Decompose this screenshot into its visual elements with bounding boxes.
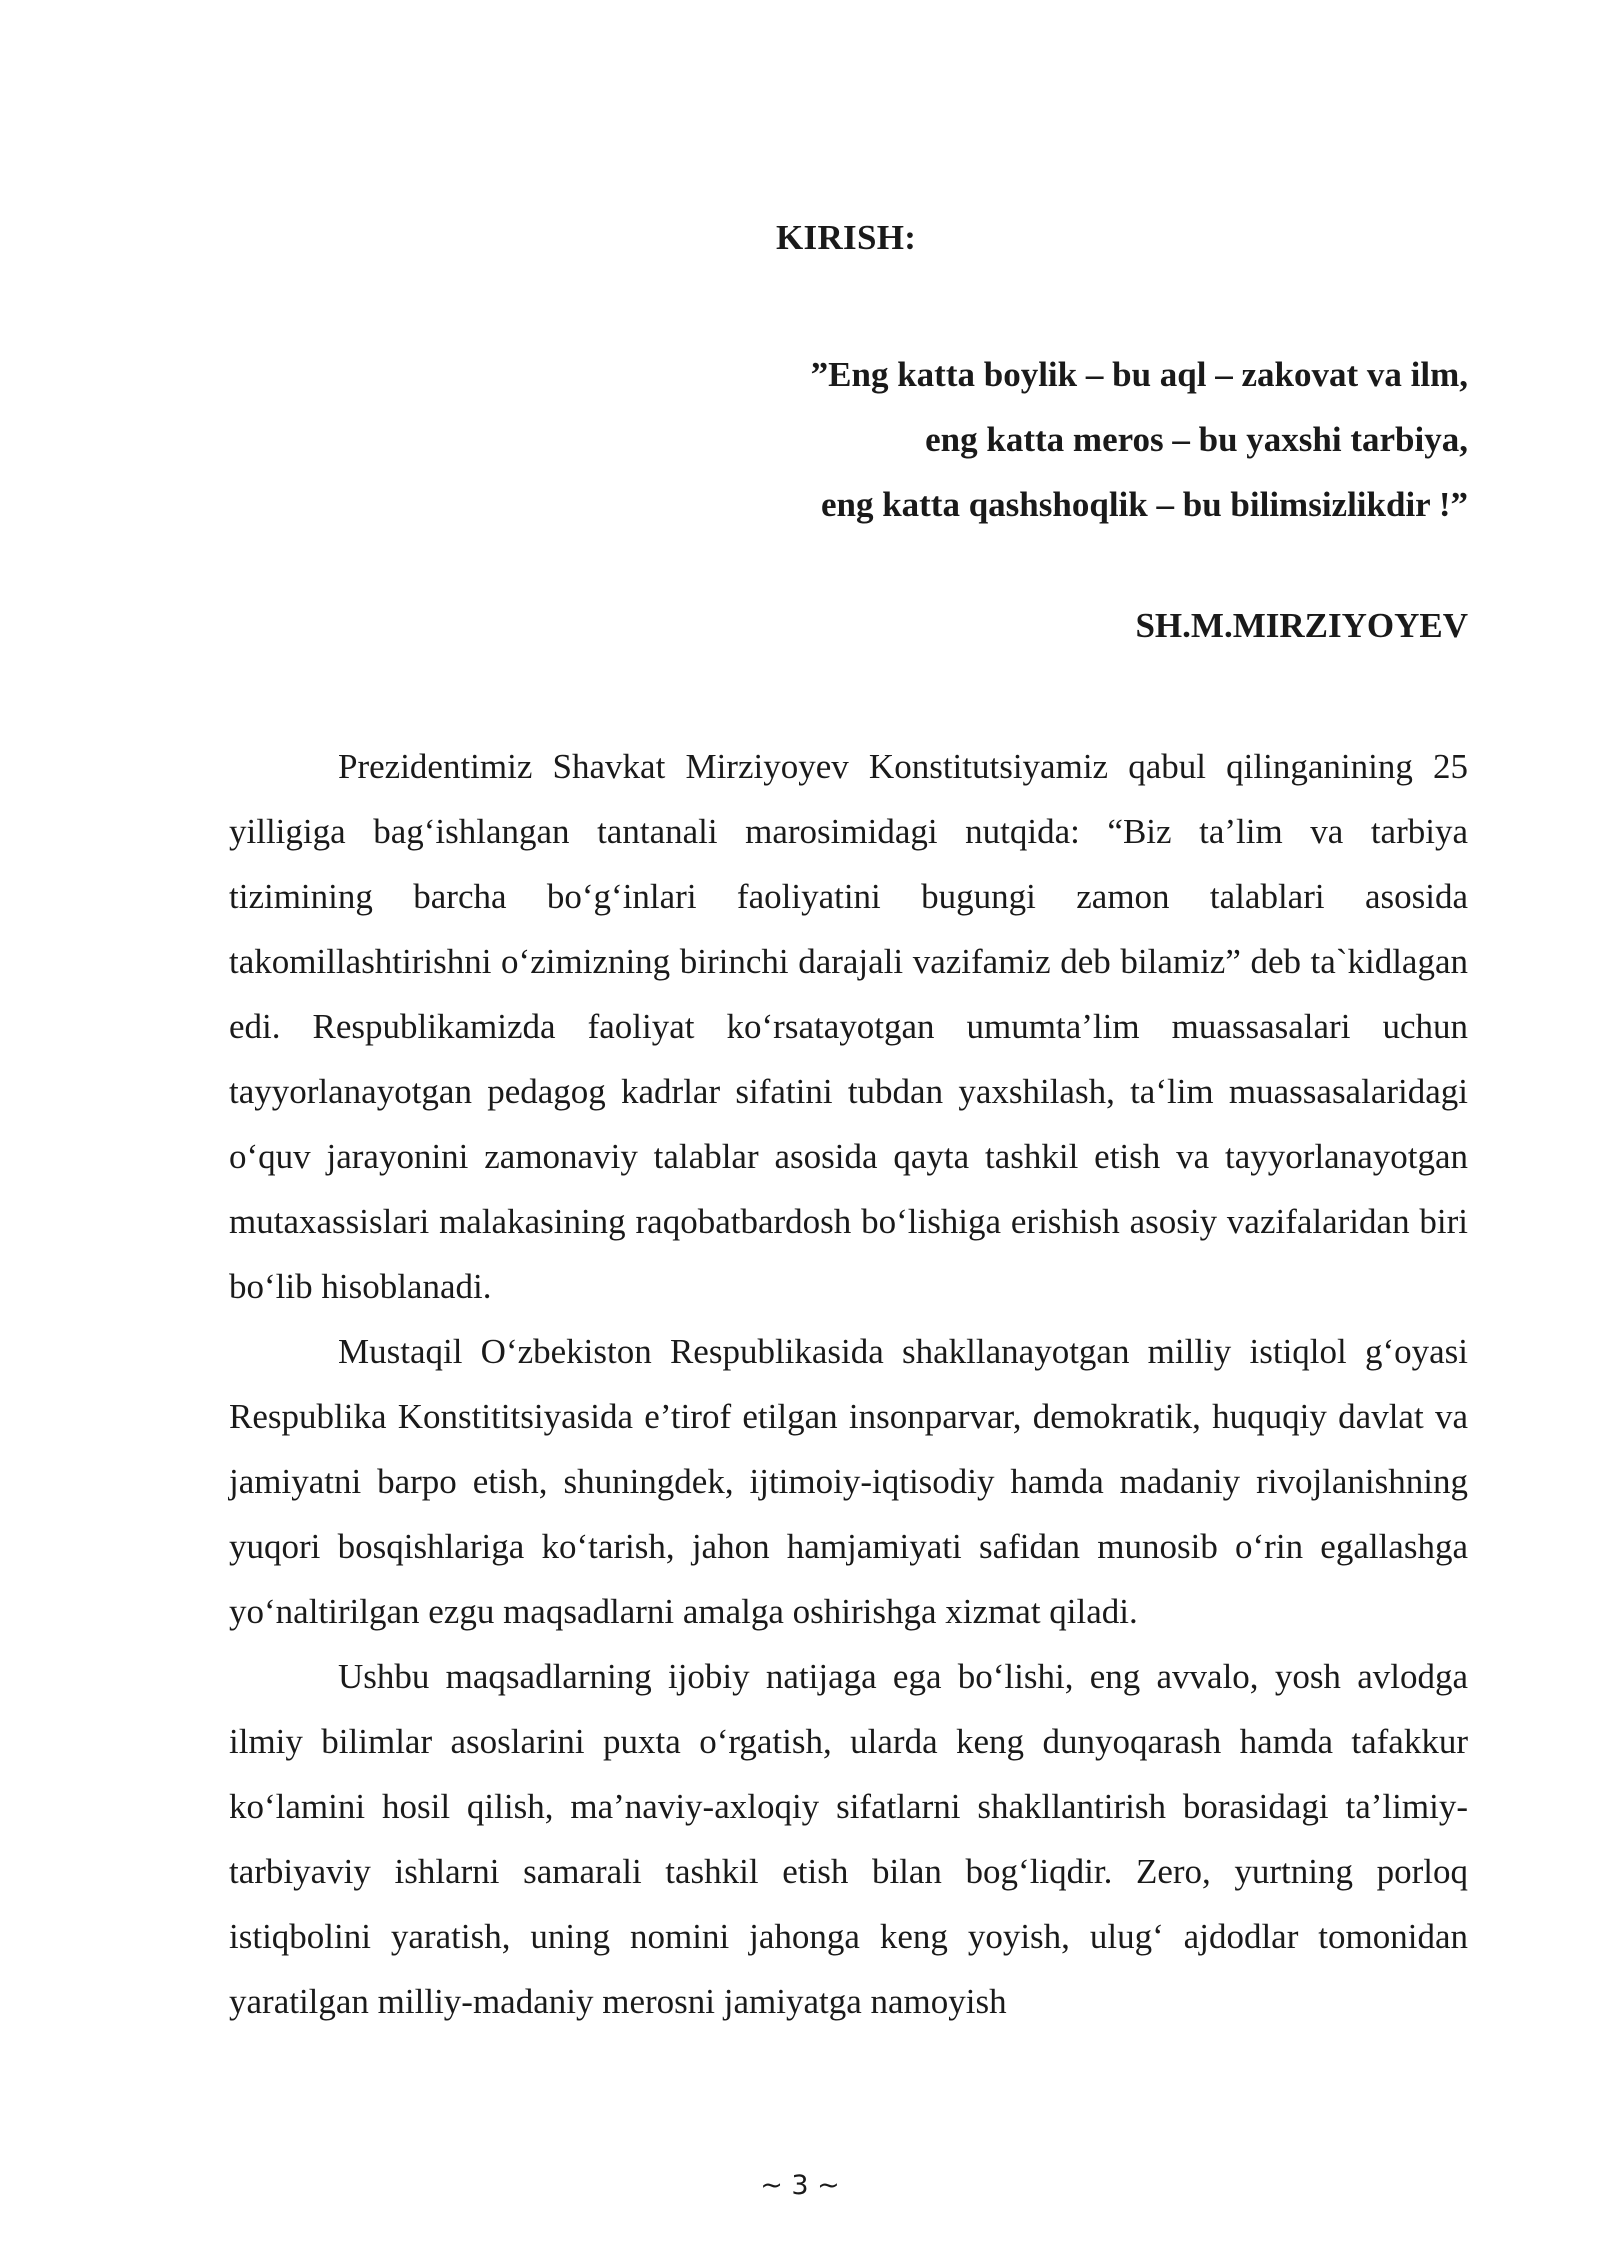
page-number: ~ 3 ~ [760,2170,840,2201]
body-text [229,734,1468,2034]
paragraph: Ushbu maqsadlarning ijobiy natijaga ega bo‘lishi, eng avvalo, yosh avlodga ilmiy bilimlar asoslarini puxta o‘rgatish, ularda keng dunyoqarash hamda tafakkur ko‘lamini hosil qilish, ma’naviy-axloqiy sifatlarni shakllantirish borasidagi ta’limiy-tarbiyaviy ishlarni samarali tashkil etish bilan bog‘liqdir. Zero, yurtning porloq istiqbolini yaratish, uning nomini jahonga keng yoyish, ulug‘ ajdodlar tomonidan yaratilgan milliy-madaniy merosni jamiyatga namoyish [229,1657,1468,2021]
epigraph-line: eng katta qashshoqlik – bu bilimsizlikdir !” [820,485,1468,524]
epigraph-line: ”Eng katta boylik – bu aql – zakovat va ilm, [810,355,1468,394]
section-heading: KIRISH: [776,218,917,257]
paragraph: Mustaqil O‘zbekiston Respublikasida shakllanayotgan milliy istiqlol g‘oyasi Respublika Konstititsiyasida e’tirof etilgan insonparvar, demokratik, huquqiy davlat va jamiyatni barpo etish, shuningdek, ijtimoiy-iqtisodiy hamda madaniy rivojlanishning yuqori bosqishlariga ko‘tarish, jahon hamjamiyati safidan munosib o‘rin egallashga yo‘naltirilgan ezgu maqsadlarni amalga oshirishga xizmat qiladi. [229,1332,1468,1631]
epigraph-line: eng katta meros – bu yaxshi tarbiya, [925,420,1468,459]
epigraph-author: SH.M.MIRZIYOYEV [1135,606,1468,645]
paragraph: Prezidentimiz Shavkat Mirziyoyev Konstitutsiyamiz qabul qilinganining 25 yilligiga bag‘ishlangan tantanali marosimidagi nutqida: “Biz ta’lim va tarbiya tizimining barcha bo‘g‘inlari faoliyatini bugungi zamon talablari asosida takomillashtirishni o‘zimizning birinchi darajali vazifamiz deb bilamiz” deb ta`kidlagan edi. Respublikamizda faoliyat ko‘rsatayotgan umumta’lim muassasalari uchun tayyorlanayotgan pedagog kadrlar sifatini tubdan yaxshilash, ta‘lim muassasalaridagi o‘quv jarayonini zamonaviy talablar asosida qayta tashkil etish va tayyorlanayotgan mutaxassislari malakasining raqobatbardosh bo‘lishiga erishish asosiy vazifalaridan biri bo‘lib hisoblanadi. [229,747,1468,1306]
epigraph [568,342,1468,537]
